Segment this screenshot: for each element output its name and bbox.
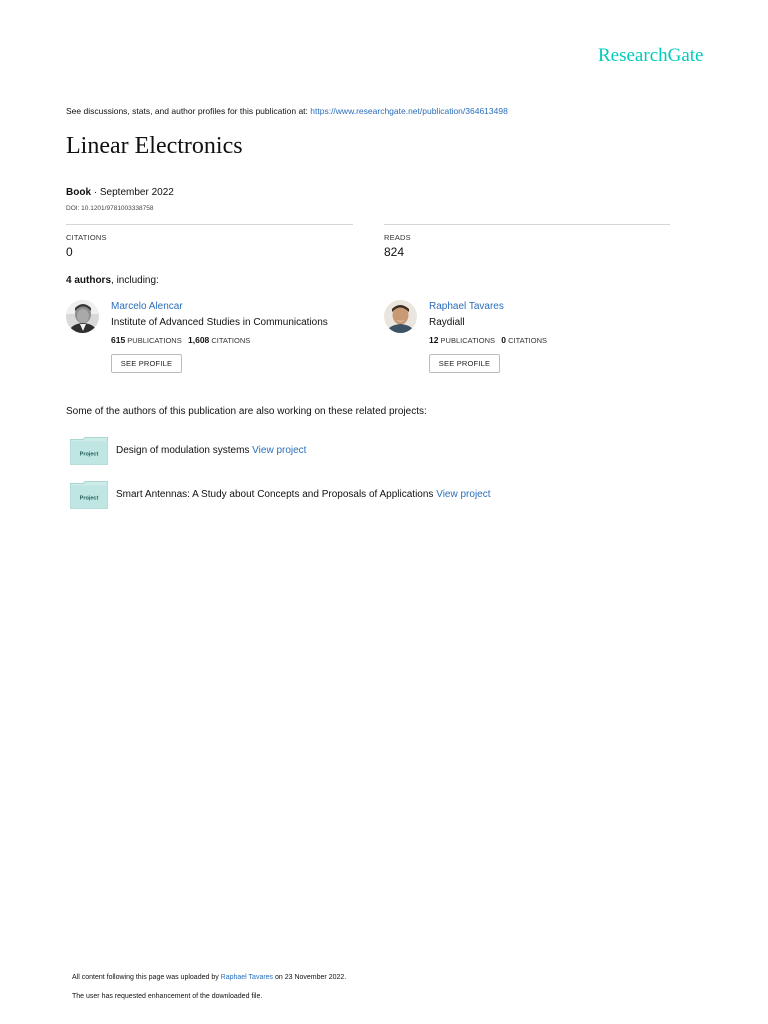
upload-prefix: All content following this page was uploaded by xyxy=(72,974,221,981)
project-name: Design of modulation systems xyxy=(116,445,253,456)
researchgate-logo[interactable]: ResearchGate xyxy=(598,45,704,66)
authors-count-suffix: , including: xyxy=(111,275,159,286)
project-folder-icon xyxy=(70,481,108,509)
project-name: Smart Antennas: A Study about Concepts and Proposals of Applications xyxy=(116,489,437,500)
publication-url-line xyxy=(66,106,508,116)
related-project-item xyxy=(116,445,306,456)
upload-info xyxy=(72,974,346,981)
author-publications-count: 12 xyxy=(429,335,439,345)
author-stats xyxy=(111,335,250,345)
publication-type: Book xyxy=(66,187,91,198)
author-citations-count: 0 xyxy=(501,335,507,345)
avatar-photo-icon xyxy=(66,300,99,333)
project-icon-label: Project xyxy=(79,495,99,502)
author-institution: Institute of Advanced Studies in Communications xyxy=(111,317,328,328)
view-project-link[interactable]: View project xyxy=(436,489,491,500)
reads-value: 824 xyxy=(384,245,405,259)
author-name-link[interactable]: Raphael Tavares xyxy=(429,301,504,312)
citations-value: 0 xyxy=(66,245,73,259)
author-publications-label: PUBLICATIONS xyxy=(438,336,496,345)
reads-divider xyxy=(384,224,670,225)
author-citations-count: 1,608 xyxy=(188,335,210,345)
author-avatar-raphael-tavares[interactable] xyxy=(384,300,417,333)
author-avatar-marcelo-alencar[interactable] xyxy=(66,300,99,333)
see-profile-button[interactable]: SEE PROFILE xyxy=(429,354,500,373)
publication-title: Linear Electronics xyxy=(66,133,243,159)
citations-label: CITATIONS xyxy=(66,233,107,242)
citations-divider xyxy=(66,224,353,225)
related-project-item xyxy=(116,489,491,500)
publication-doi: DOI: 10.1201/9781003338758 xyxy=(66,205,154,212)
enhancement-note: The user has requested enhancement of the downloaded file. xyxy=(72,993,263,1000)
author-stats xyxy=(429,335,547,345)
author-publications-label: PUBLICATIONS xyxy=(125,336,182,345)
related-projects-heading: Some of the authors of this publication are also working on these related projects: xyxy=(66,406,427,417)
see-profile-button[interactable]: SEE PROFILE xyxy=(111,354,182,373)
project-icon-label: Project xyxy=(79,451,99,458)
author-publications-count: 615 xyxy=(111,335,126,345)
view-project-link[interactable]: View project xyxy=(252,445,307,456)
author-institution: Raydiall xyxy=(429,317,465,328)
project-folder-icon xyxy=(70,437,108,465)
avatar-photo-icon xyxy=(384,300,417,333)
upload-suffix: on 23 November 2022. xyxy=(273,974,347,981)
reads-label: READS xyxy=(384,233,411,242)
authors-count: 4 authors xyxy=(66,275,112,286)
authors-count-line xyxy=(66,275,159,286)
publication-meta xyxy=(66,187,174,198)
publication-date: · September 2022 xyxy=(91,187,174,198)
publication-url-link[interactable]: https://www.researchgate.net/publication/364613498 xyxy=(310,106,508,116)
author-citations-label: CITATIONS xyxy=(209,336,251,345)
author-citations-label: CITATIONS xyxy=(506,336,547,345)
see-discussions-text: See discussions, stats, and author profiles for this publication at: xyxy=(66,106,311,116)
uploader-link[interactable]: Raphael Tavares xyxy=(220,974,274,981)
author-name-link[interactable]: Marcelo Alencar xyxy=(111,301,183,312)
